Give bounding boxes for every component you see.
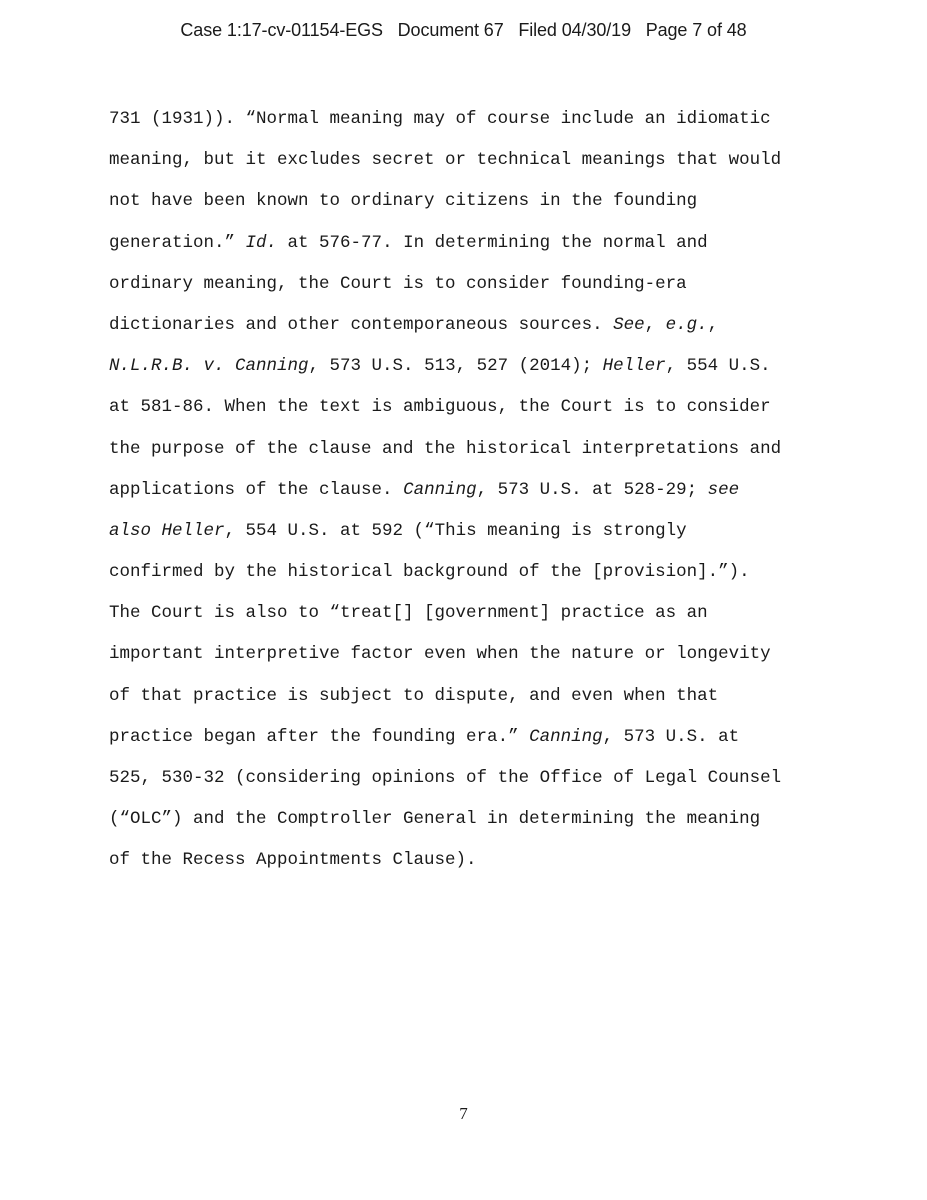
text-run: meaning, but it excludes secret or technical meanings that would — [109, 150, 782, 171]
text-run: (“OLC”) and the Comptroller General in determining the meaning — [109, 809, 761, 830]
text-line — [109, 140, 829, 181]
body-paragraph — [109, 99, 829, 882]
page-number: 7 — [459, 1104, 468, 1123]
text-run: , 573 U.S. at — [602, 726, 740, 747]
text-line — [109, 676, 829, 717]
text-line — [109, 305, 829, 346]
text-line — [109, 181, 829, 222]
text-run: , 573 U.S. 513, 527 (2014); — [308, 356, 603, 377]
text-line — [109, 387, 829, 428]
text-line — [109, 717, 829, 758]
text-run: generation.” — [109, 232, 246, 253]
citation-italic: e.g. — [665, 314, 708, 335]
text-line — [109, 840, 829, 881]
text-run: not have been known to ordinary citizens in the founding — [109, 191, 698, 212]
text-run: at 581-86. When the text is ambiguous, the Court is to consider — [109, 397, 771, 418]
text-line — [109, 758, 829, 799]
text-line — [109, 552, 829, 593]
text-run: 731 (1931)). “Normal meaning may of course include an idiomatic — [109, 109, 771, 129]
text-line — [109, 593, 829, 634]
citation-italic: See — [613, 314, 645, 335]
citation-italic: Id. — [245, 232, 278, 253]
text-run: , — [707, 314, 719, 335]
case-name-italic: also Heller — [109, 520, 225, 541]
text-run: , 554 U.S. at 592 (“This meaning is strongly — [224, 520, 687, 541]
text-run: of that practice is subject to dispute, and even when that — [109, 685, 719, 706]
case-name-italic: Canning — [403, 479, 477, 500]
text-line — [109, 470, 829, 511]
text-line — [109, 264, 829, 305]
text-run: The Court is also to “treat[] [government] practice as an — [109, 603, 708, 624]
text-run: dictionaries and other contemporaneous sources. — [109, 314, 614, 335]
text-run: at 576-77. In determining the normal and — [277, 232, 708, 253]
text-run: ordinary meaning, the Court is to consider founding-era — [109, 273, 687, 294]
text-run: practice began after the founding era.” — [109, 726, 530, 747]
case-name-italic: Canning — [529, 726, 603, 747]
citation-italic: see — [707, 479, 740, 500]
text-run: important interpretive factor even when the nature or longevity — [109, 644, 771, 665]
text-run: the purpose of the clause and the historical interpretations and — [109, 438, 782, 459]
text-run: of the Recess Appointments Clause). — [109, 850, 477, 871]
case-header: Case 1:17-cv-01154-EGS Document 67 Filed 04/30/19 Page 7 of 48 — [180, 20, 747, 40]
text-line — [109, 429, 829, 470]
text-run: , 554 U.S. — [665, 356, 771, 377]
text-run: , 573 U.S. at 528-29; — [476, 479, 708, 500]
case-name-italic: N.L.R.B. v. Canning — [109, 356, 309, 377]
text-run: confirmed by the historical background of the [provision].”). — [109, 562, 750, 583]
text-line — [109, 99, 829, 140]
text-line — [109, 634, 829, 675]
text-line — [109, 511, 829, 552]
text-run: 525, 530-32 (considering opinions of the Office of Legal Counsel — [109, 768, 782, 788]
text-line — [109, 223, 829, 264]
text-line — [109, 799, 829, 840]
text-run: applications of the clause. — [109, 479, 404, 500]
text-run: , — [644, 314, 666, 335]
case-name-italic: Heller — [602, 356, 666, 377]
text-line — [109, 346, 829, 387]
